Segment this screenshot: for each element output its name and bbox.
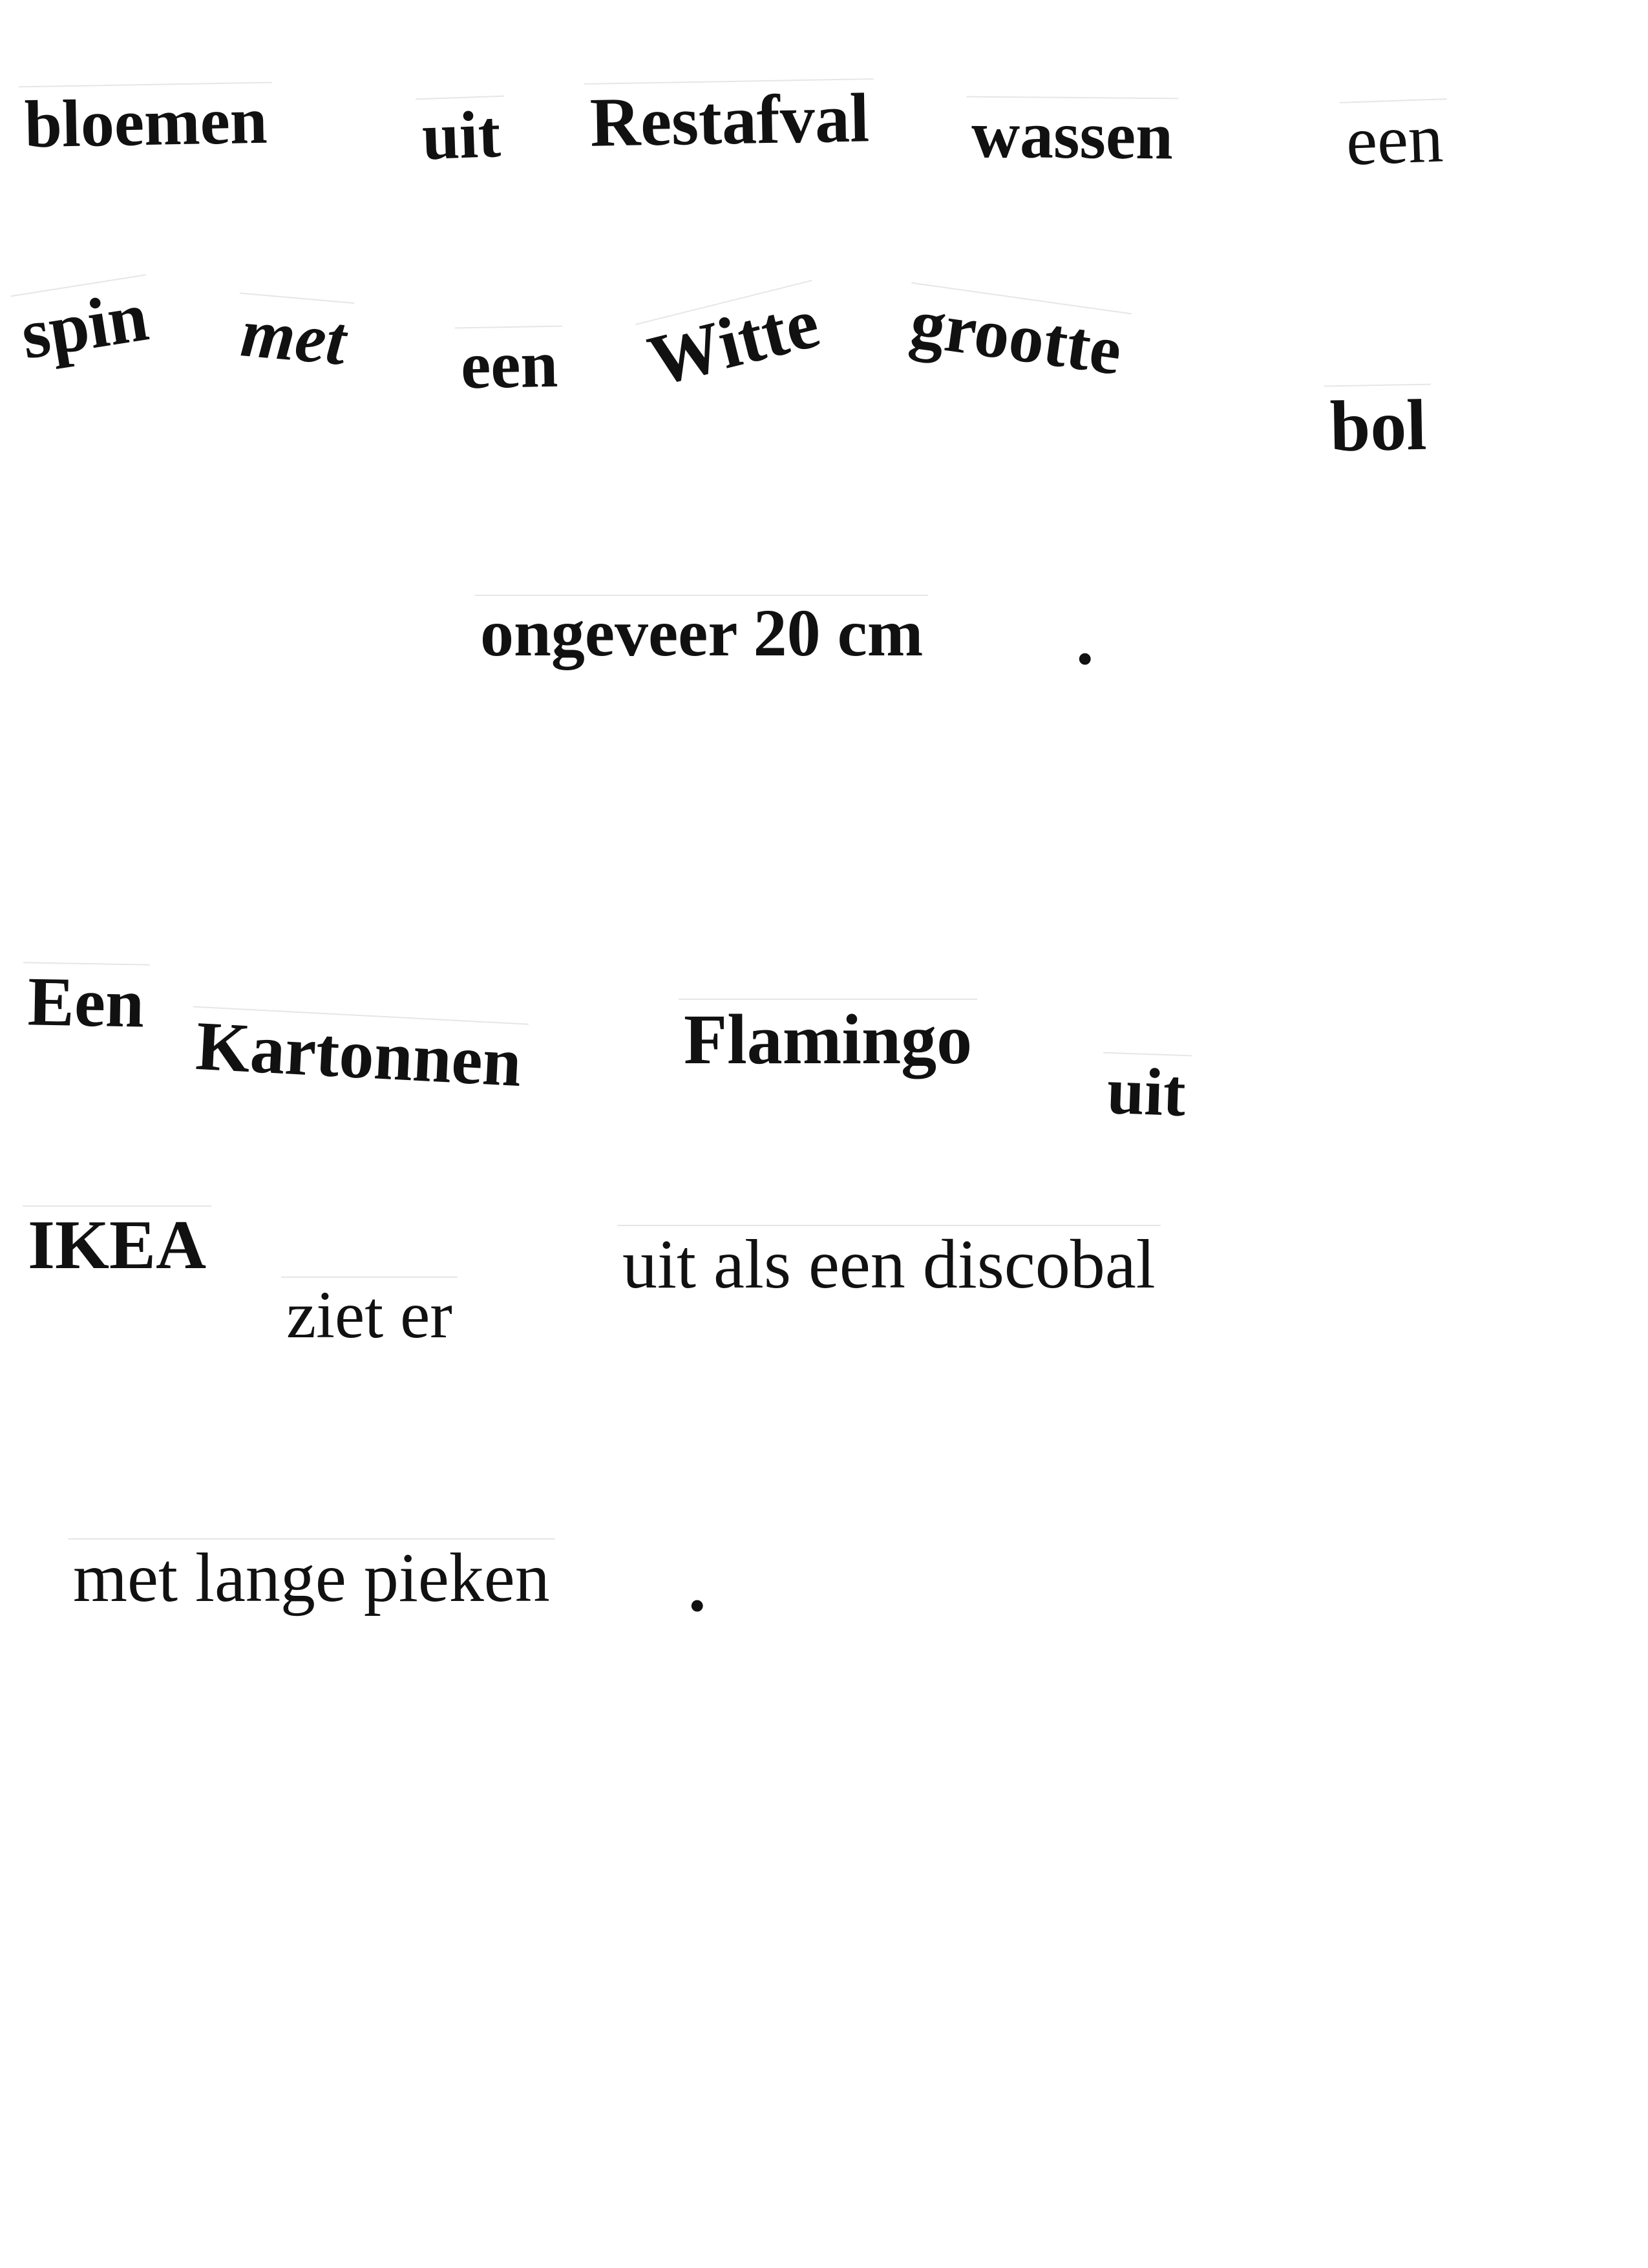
word-clipping: Een <box>22 962 150 1045</box>
word-clipping: een <box>455 326 564 407</box>
word-clipping: bol <box>1324 384 1433 470</box>
word-clipping: grootte <box>900 282 1132 394</box>
word-clipping: Kartonnen <box>189 1006 529 1105</box>
word-clipping: bloemen <box>19 82 273 165</box>
period-clipping: . <box>688 1547 706 1626</box>
word-clipping: spin <box>10 274 158 377</box>
word-clipping: met lange pieken <box>68 1538 555 1620</box>
word-clipping: IKEA <box>23 1205 211 1287</box>
word-clipping: uit als een discobal <box>617 1225 1161 1306</box>
word-clipping: ziet er <box>281 1277 458 1355</box>
word-clipping: een <box>1340 98 1450 184</box>
word-clipping: ongeveer 20 cm <box>475 595 928 673</box>
word-clipping: wassen <box>966 96 1178 177</box>
word-clipping: Flamingo <box>679 999 977 1081</box>
word-clipping: met <box>233 292 354 383</box>
word-clipping: Witte <box>635 280 832 405</box>
word-clipping: Restafval <box>584 78 875 165</box>
period-clipping: . <box>1076 600 1094 679</box>
word-clipping: uit <box>1101 1052 1192 1134</box>
word-clipping: uit <box>416 96 507 178</box>
